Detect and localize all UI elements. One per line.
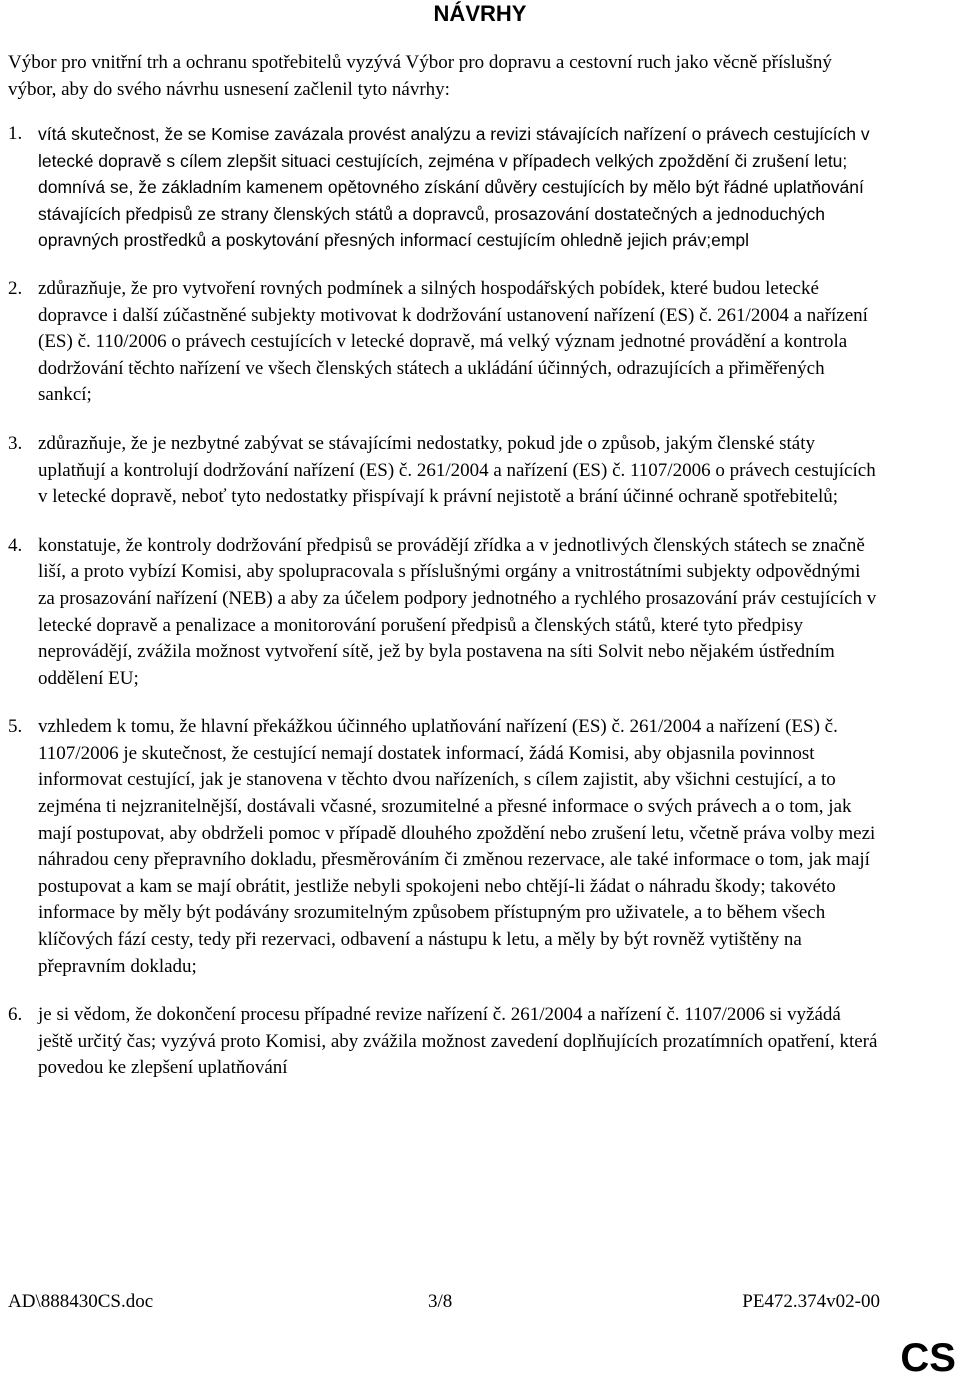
list-item xyxy=(8,276,878,409)
item-text: zdůrazňuje, že pro vytvoření rovných podmínek a silných hospodářských pobídek, které budou letecké dopravce i další zúčastněné subjekty motivovat k dodržování ustanovení nařízení (ES) č. 261/2004 a nařízení (ES) č. 110/2006 o právech cestujících v letecké dopravě, má velký význam jednotné provádění a kontrola dodržování těchto nařízení ve všech členských státech a ukládání účinných, odrazujících a přiměřených sankcí; xyxy=(38,277,868,406)
suggestions-list xyxy=(8,121,878,1104)
item-number: 4. xyxy=(8,534,23,556)
item-text: je si vědom, že dokončení procesu případné revize nařízení č. 261/2004 a nařízení č. 1107/2006 si vyžádá ještě určitý čas; vyzývá proto Komisi, aby zvážila možnost zavedení doplňujících prozatímních opatření, která povedou ke zlepšení uplatňování xyxy=(38,1004,878,1079)
item-number: 3. xyxy=(8,432,23,454)
item-text: zdůrazňuje, že je nezbytné zabývat se stávajícími nedostatky, pokud jde o způsob, jakým členské státy uplatňují a kontrolují dodržování nařízení (ES) č. 261/2004 a nařízení (ES) č. 1107/2006 o právech cestujících v letecké dopravě, neboť tyto nedostatky přispívají k právní nejistotě a brání účinné ochraně spotřebitelů; xyxy=(38,432,876,508)
section-heading: NÁVRHY xyxy=(433,1,527,26)
footer-pe-ref: PE472.374v02-00 xyxy=(742,1291,880,1312)
list-item xyxy=(8,714,878,980)
item-text: vítá skutečnost, že se Komise zavázala provést analýzu a revizi stávajících nařízení o právech cestujících v letecké dopravě s cílem zlepšit situaci cestujících, zejména v případech velkých zpoždění či zrušení letu; domnívá se, že základním kamenem opětovného získání důvěry cestujících by mělo být řádné uplatňování stávajících předpisů ze strany členských států a dopravců, prosazování dostatečných a jednoduchých opravných prostředků a poskytování přesných informací cestujícím ohledně jejich práv;empl xyxy=(38,124,870,251)
page-footer xyxy=(8,1289,880,1315)
intro-paragraph: Výbor pro vnitřní trh a ochranu spotřebitelů vyzývá Výbor pro dopravu a cestovní ruch jako věcně příslušný výbor, aby do svého návrhu usnesení začlenil tyto návrhy: xyxy=(8,52,832,100)
item-number: 5. xyxy=(8,716,23,738)
footer-doc-ref: AD\888430CS.doc xyxy=(8,1291,154,1312)
item-text: vzhledem k tomu, že hlavní překážkou účinného uplatňování nařízení (ES) č. 261/2004 a nařízení (ES) č. 1107/2006 je skutečnost, že cestující nemají dostatek informací, žádá Komisi, aby objasnila povinnost informovat cestující, jak je stanovena v těchto dvou nařízeních, s cílem zajistit, aby všichni cestující, a to zejména ti nejzranitelnější, dostávali včasné, srozumitelné a přesné informace o svých právech a o tom, jak mají postupovat, aby obdrželi pomoc v případě dlouhého zpoždění nebo zrušení letu, včetně práva volby mezi náhradou ceny přepravního dokladu, přesměrováním či změnou rezervace, ale také informace o tom, jak mají postupovat a kam se mají obrátit, jestliže nebyli spokojeni nebo chtějí-li žádat o náhradu škody; takovéto informace by měly být podávány srozumitelným způsobem přístupným pro uživatele, a to během všech klíčových fází cesty, tedy při rezervaci, odbavení a nástupu k letu, a měly by být rovněž vytištěny na přepravním dokladu; xyxy=(38,716,876,977)
list-item xyxy=(8,121,878,254)
list-item xyxy=(8,533,878,693)
item-number: 2. xyxy=(8,277,23,299)
item-number: 1. xyxy=(8,123,23,144)
item-number: 6. xyxy=(8,1004,23,1026)
footer-page-number: 3/8 xyxy=(428,1291,453,1312)
language-code: CS xyxy=(900,1336,956,1380)
list-item xyxy=(8,431,878,511)
item-text: konstatuje, že kontroly dodržování předpisů se provádějí zřídka a v jednotlivých členských státech se značně liší, a proto vybízí Komisi, aby spolupracovala s příslušnými orgány a vnitrostátními subjekty odpovědnými za prosazování nařízení (NEB) a aby za účelem podpory jednotného a rychlého prosazování práv cestujících v letecké dopravě a penalizace a monitorování porušení předpisů a členských států, které tyto předpisy neprovádějí, zvážila možnost vytvoření sítě, jež by byla postavena na síti Solvit nebo nějakém ústředním oddělení EU; xyxy=(38,534,877,689)
list-item xyxy=(8,1002,878,1082)
